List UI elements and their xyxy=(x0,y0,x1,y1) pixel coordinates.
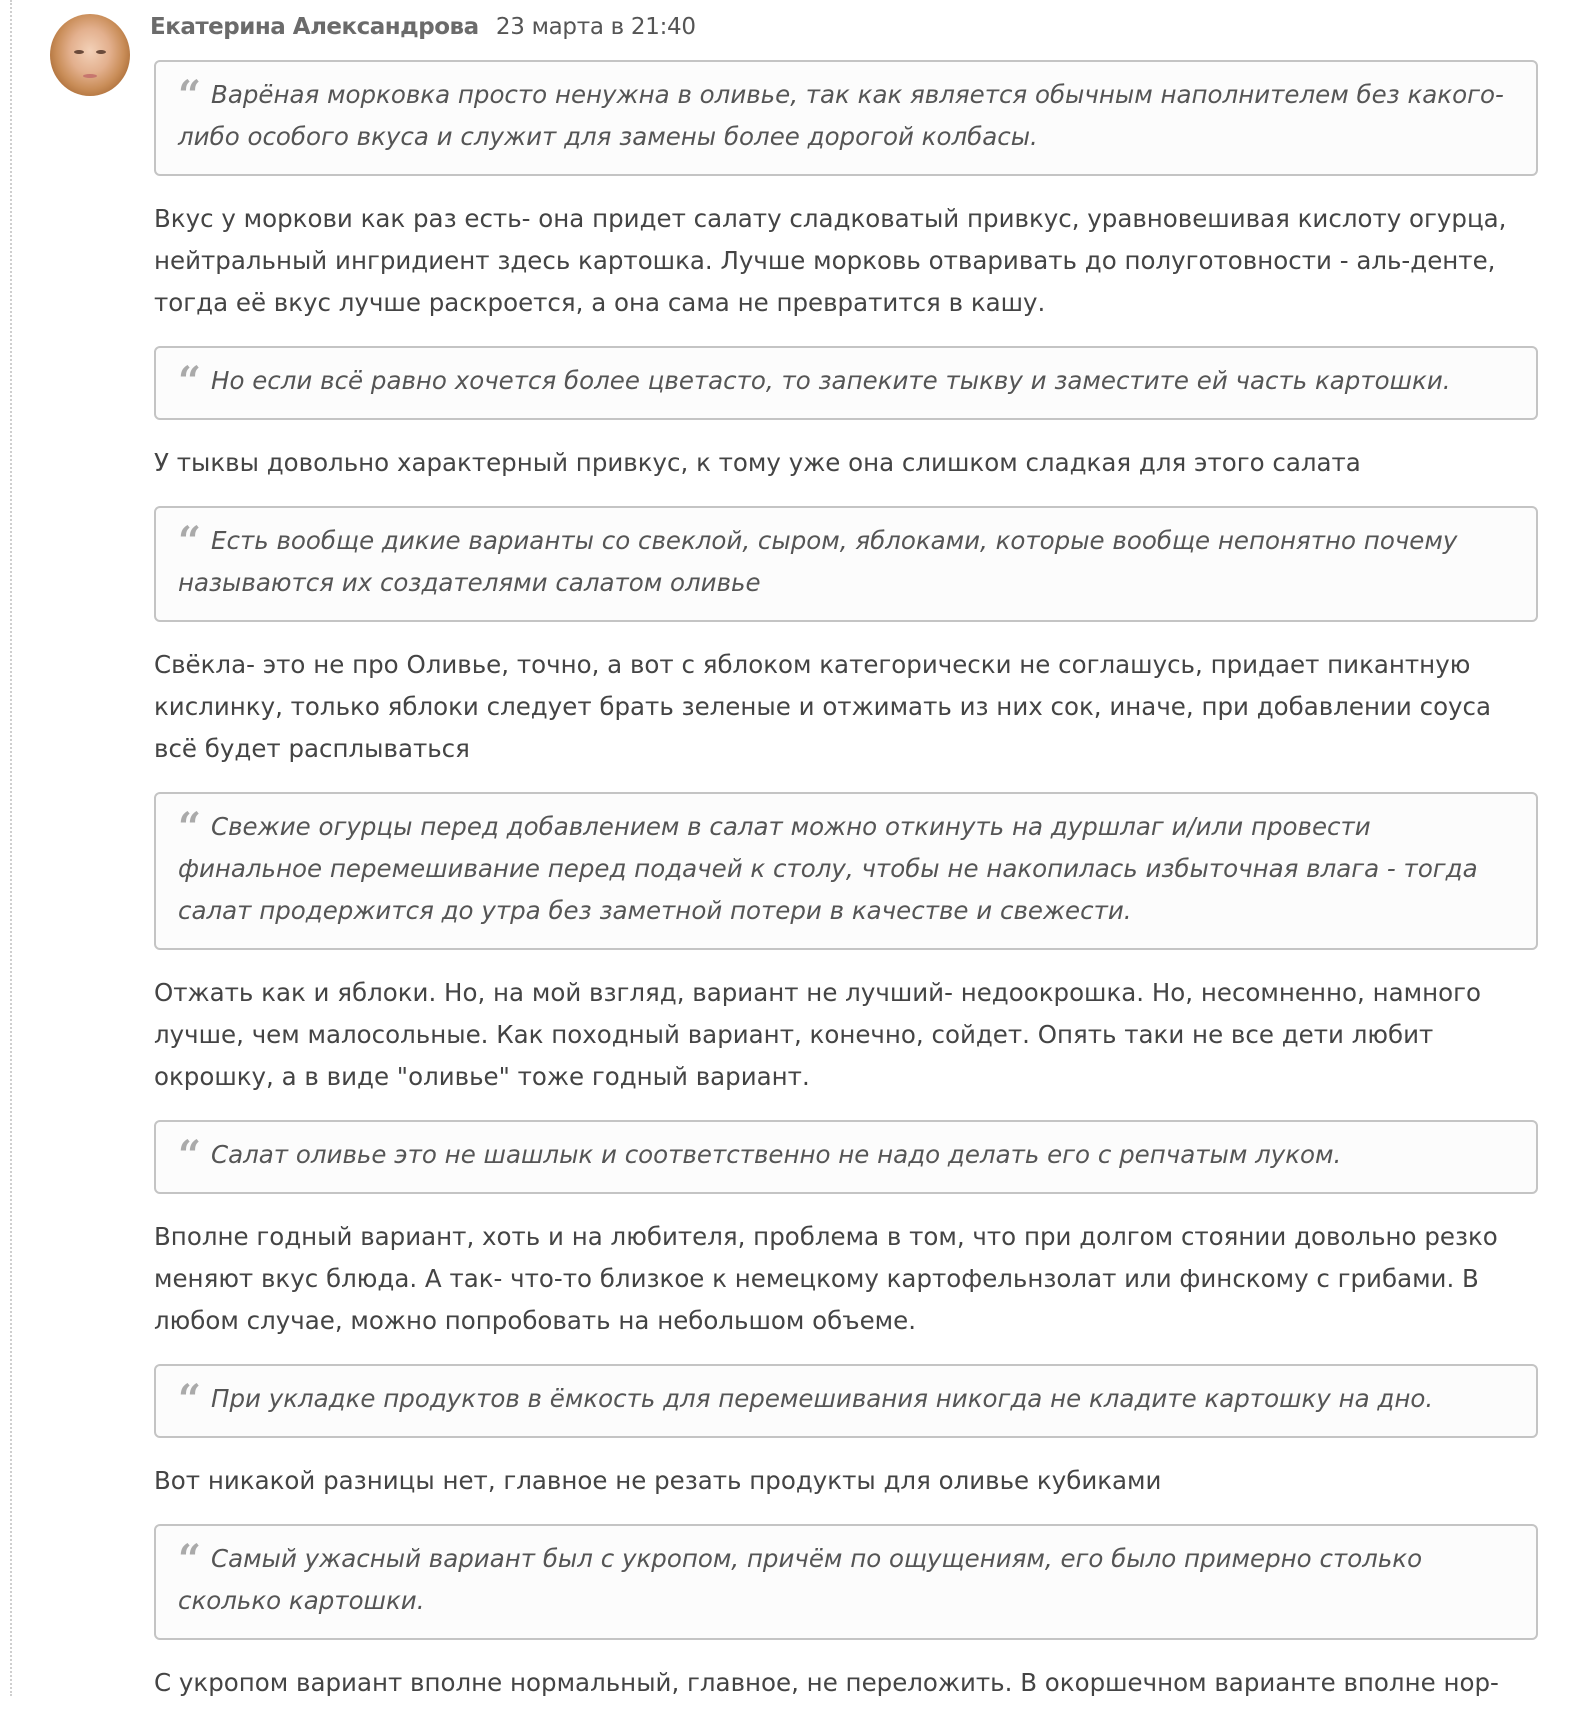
paragraph xyxy=(154,442,1538,484)
quote-text: Самый ужасный вариант был с укропом, причём по ощущениям, его было примерно столько сколько картошки. xyxy=(178,1544,1423,1615)
paragraph-text: У тыквы довольно характерный привкус, к тому уже она слишком сладкая для этого салата xyxy=(154,448,1361,477)
quote-icon: “ xyxy=(178,1536,202,1583)
paragraph-text: Вполне годный вариант, хоть и на любителя, проблема в том, что при долгом стоянии довольно резко меняют вкус блюда. А так- что-то близкое к немецкому картофельнзолат или финскому с грибами. В любом случае, можно попробовать на небольшом объеме. xyxy=(154,1222,1498,1335)
blockquote xyxy=(154,60,1538,176)
quote-icon: “ xyxy=(178,518,202,565)
blockquote xyxy=(154,1120,1538,1194)
quote-text: Но если всё равно хочется более цветасто, то запеките тыкву и заместите ей часть картошки. xyxy=(211,366,1451,395)
quote-text: Свежие огурцы перед добавлением в салат можно откинуть на дуршлаг и/или провести финальное перемешивание перед подачей к столу, чтобы не накопилась избыточная влага - тогда салат продержится до утра без заметной потери в качестве и свежести. xyxy=(178,812,1478,925)
thread-rail xyxy=(10,0,12,1696)
blockquote xyxy=(154,506,1538,622)
paragraph xyxy=(154,1662,1538,1704)
comment-body xyxy=(154,60,1538,1726)
paragraph xyxy=(154,198,1538,324)
avatar-eye xyxy=(74,50,84,54)
blockquote xyxy=(154,1524,1538,1640)
quote-text: При укладке продуктов в ёмкость для перемешивания никогда не кладите картошку на дно. xyxy=(211,1384,1434,1413)
avatar[interactable] xyxy=(50,14,130,96)
paragraph-text: Свёкла- это не про Оливье, точно, а вот с яблоком категорически не соглашусь, придает пикантную кислинку, только яблоки следует брать зеленые и отжимать из них сок, иначе, при добавлении соуса всё будет расплываться xyxy=(154,650,1492,763)
paragraph xyxy=(154,972,1538,1098)
quote-icon: “ xyxy=(178,1132,202,1179)
avatar-eye xyxy=(96,50,106,54)
quote-text: Есть вообще дикие варианты со свеклой, сыром, яблоками, которые вообще непонятно почему называются их создателями салатом оливье xyxy=(178,526,1458,597)
paragraph-text: Отжать как и яблоки. Но, на мой взгляд, вариант не лучший- недоокрошка. Но, несомненно, намного лучше, чем малосольные. Как походный вариант, конечно, сойдет. Опять таки не все дети любит окрошку, а в виде "оливье" тоже годный вариант. xyxy=(154,978,1481,1091)
blockquote xyxy=(154,792,1538,950)
paragraph-text: Вот никакой разницы нет, главное не резать продукты для оливье кубиками xyxy=(154,1466,1162,1495)
author-name[interactable]: Екатерина Александрова xyxy=(150,14,479,40)
avatar-mouth xyxy=(83,74,97,78)
blockquote xyxy=(154,346,1538,420)
comment-date[interactable]: 23 марта в 21:40 xyxy=(495,14,696,40)
paragraph-text: С укропом вариант вполне нормальный, главное, не переложить. В окоршечном варианте вполне нор- xyxy=(154,1668,1499,1697)
quote-icon: “ xyxy=(178,804,202,851)
comment-header xyxy=(150,14,696,40)
blockquote xyxy=(154,1364,1538,1438)
paragraph xyxy=(154,1460,1538,1502)
quote-text: Варёная морковка просто ненужна в оливье, так как является обычным наполнителем без какого-либо особого вкуса и служит для замены более дорогой колбасы. xyxy=(178,80,1504,151)
quote-text: Салат оливье это не шашлык и соответственно не надо делать его с репчатым луком. xyxy=(211,1140,1342,1169)
quote-icon: “ xyxy=(178,1376,202,1423)
paragraph xyxy=(154,1216,1538,1342)
paragraph xyxy=(154,644,1538,770)
quote-icon: “ xyxy=(178,358,202,405)
quote-icon: “ xyxy=(178,72,202,119)
paragraph-text: Вкус у моркови как раз есть- она придет салату сладковатый привкус, уравновешивая кислоту огурца, нейтральный ингридиент здесь картошка. Лучше морковь отваривать до полуготовности - аль-денте, тогда её вкус лучше раскроется, а она сама не превратится в кашу. xyxy=(154,204,1507,317)
